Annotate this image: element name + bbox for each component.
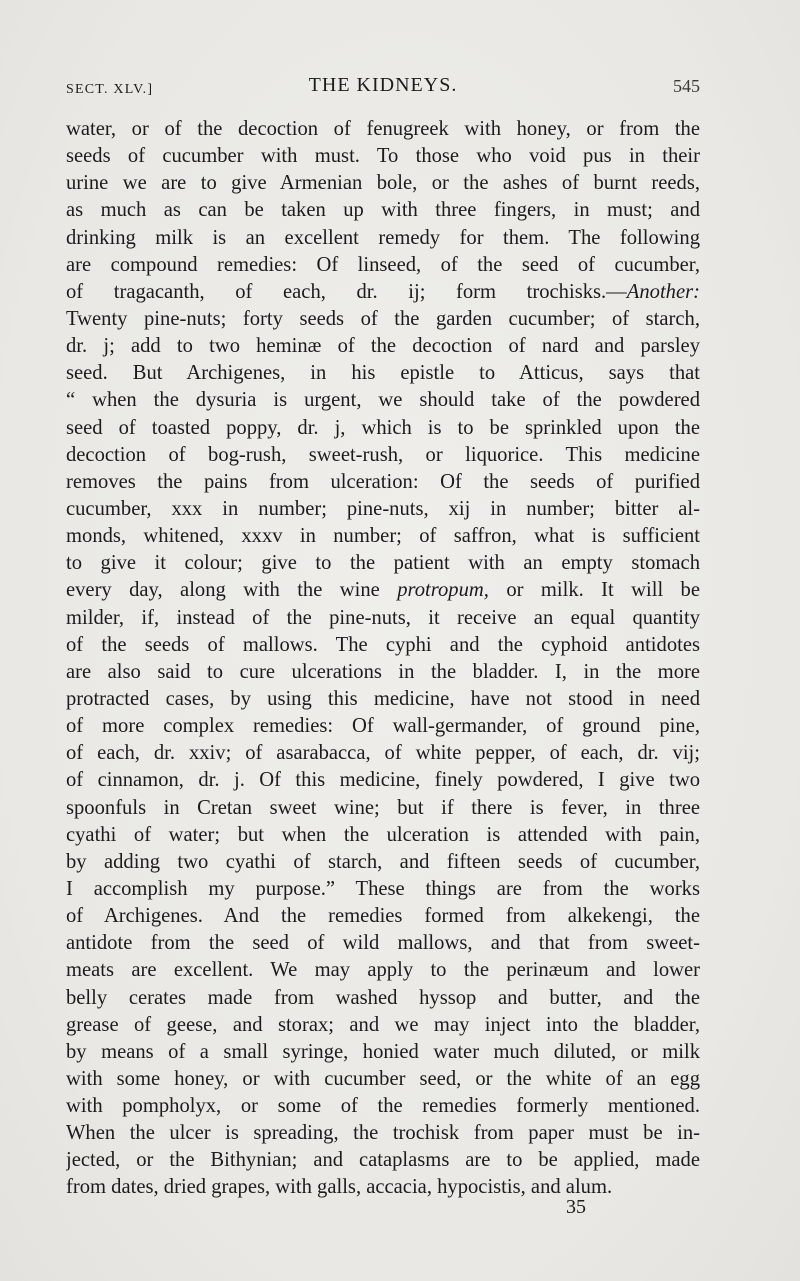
text-line-27: cyathi of water; but when the ulceration is attended with pain, <box>66 823 700 846</box>
text-line-18: every day, along with the wine protropum, or milk. It will be <box>66 579 700 602</box>
text-line-34: grease of geese, and storax; and we may inject into the bladder, <box>66 1013 700 1036</box>
body-text <box>66 116 700 1202</box>
text-line-22: protracted cases, by using this medicine, have not stood in need <box>66 687 700 710</box>
text-line-38: When the ulcer is spreading, the trochisk from paper must be in- <box>66 1122 700 1145</box>
text-line-8: Twenty pine-nuts; forty seeds of the garden cucumber; of starch, <box>66 307 700 330</box>
text-line-25: of cinnamon, dr. j. Of this medicine, finely powdered, I give two <box>66 769 700 792</box>
text-line-11: “ when the dysuria is urgent, we should take of the powdered <box>66 389 700 412</box>
text-line-40: from dates, dried grapes, with galls, accacia, hypocistis, and alum. <box>66 1176 613 1199</box>
text-line-30: of Archigenes. And the remedies formed from alkekengi, the <box>66 905 700 928</box>
section-label: SECT. XLV.] <box>66 82 154 97</box>
text-line-31: antidote from the seed of wild mallows, and that from sweet- <box>66 932 700 955</box>
text-line-35: by means of a small syringe, honied water much diluted, or milk <box>66 1040 700 1063</box>
text-line-2: seeds of cucumber with must. To those who void pus in their <box>66 145 700 168</box>
text-line-33: belly cerates made from washed hyssop and butter, and the <box>66 986 700 1009</box>
text-line-17: to give it colour; give to the patient with an empty stomach <box>66 552 700 575</box>
text-line-6: are compound remedies: Of linseed, of the seed of cucumber, <box>66 253 700 276</box>
text-line-3: urine we are to give Armenian bole, or the ashes of burnt reeds, <box>66 172 700 195</box>
text-line-21: are also said to cure ulcerations in the bladder. I, in the more <box>66 660 700 683</box>
text-line-29: I accomplish my purpose.” These things are from the works <box>66 877 700 900</box>
text-line-26: spoonfuls in Cretan sweet wine; but if there is fever, in three <box>66 796 700 819</box>
text-line-36: with some honey, or with cucumber seed, or the white of an egg <box>66 1067 700 1090</box>
text-line-15: cucumber, xxx in number; pine-nuts, xij in number; bitter al- <box>66 497 700 520</box>
text-line-13: decoction of bog-rush, sweet-rush, or liquorice. This medicine <box>66 443 700 466</box>
italic-another: Another: <box>626 280 700 303</box>
running-head <box>66 74 700 104</box>
signature-mark: 35 <box>566 1196 586 1218</box>
text-line-4: as much as can be taken up with three fingers, in must; and <box>66 199 700 222</box>
page-number: 545 <box>673 76 700 96</box>
text-line-10: seed. But Archigenes, in his epistle to Atticus, says that <box>66 362 700 385</box>
text-line-24: of each, dr. xxiv; of asarabacca, of white pepper, of each, dr. vij; <box>66 742 700 765</box>
text-line-28: by adding two cyathi of starch, and fifteen seeds of cucumber, <box>66 850 700 873</box>
page-title: THE KIDNEYS. <box>308 74 458 96</box>
text-line-39: jected, or the Bithynian; and cataplasms are to be applied, made <box>66 1149 700 1172</box>
text-line-7: of tragacanth, of each, dr. ij; form trochisks.—Another: <box>66 280 700 303</box>
text-line-23: of more complex remedies: Of wall-germander, of ground pine, <box>66 715 700 738</box>
text-line-5: drinking milk is an excellent remedy for them. The following <box>66 226 700 249</box>
text-line-37: with pompholyx, or some of the remedies formerly mentioned. <box>66 1095 700 1118</box>
text-line-19: milder, if, instead of the pine-nuts, it receive an equal quantity <box>66 606 700 629</box>
text-line-20: of the seeds of mallows. The cyphi and the cyphoid antidotes <box>66 633 700 656</box>
text-line-32: meats are excellent. We may apply to the perinæum and lower <box>66 959 700 982</box>
text-line-1: water, or of the decoction of fenugreek with honey, or from the <box>66 118 700 140</box>
text-line-16: monds, whitened, xxxv in number; of saffron, what is sufficient <box>66 525 700 548</box>
italic-protropum: protropum, <box>397 579 489 602</box>
text-line-12: seed of toasted poppy, dr. j, which is to be sprinkled upon the <box>66 416 700 439</box>
text-line-9: dr. j; add to two heminæ of the decoction of nard and parsley <box>66 335 700 358</box>
text-line-14: removes the pains from ulceration: Of the seeds of purified <box>66 470 700 493</box>
